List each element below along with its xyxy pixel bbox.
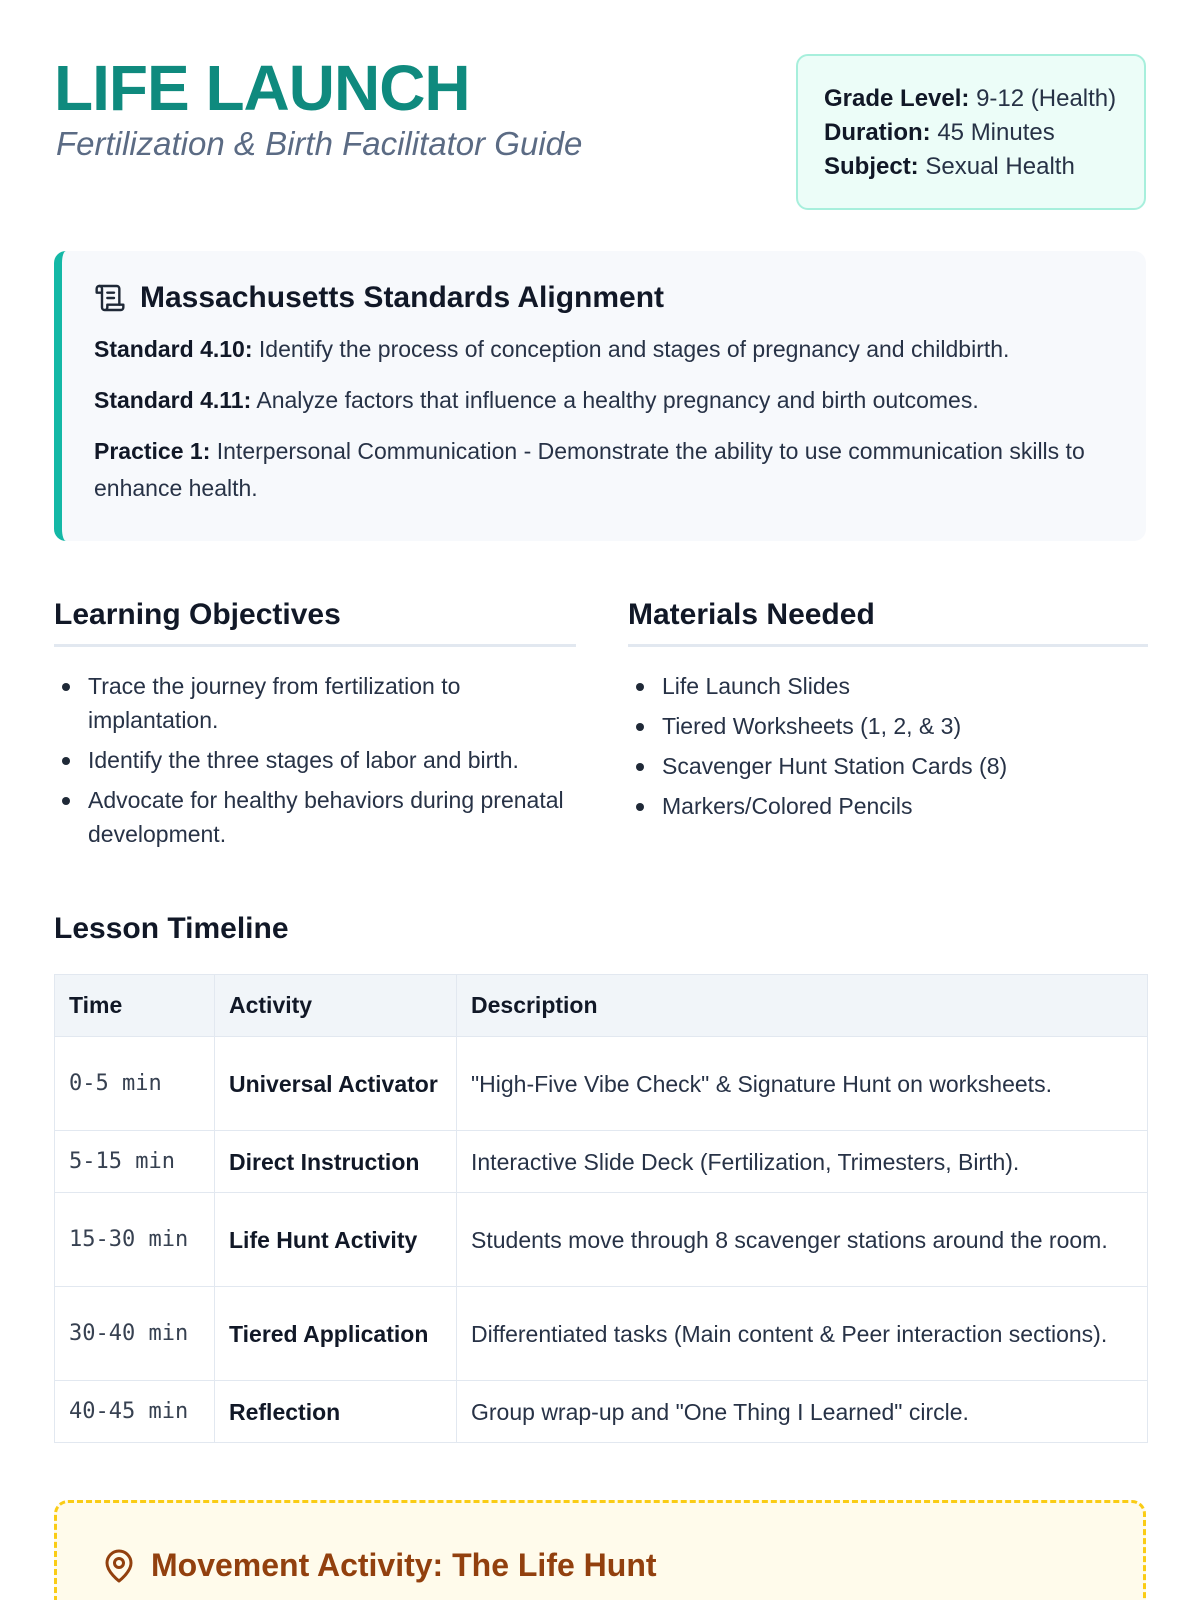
activity-cell: Reflection xyxy=(215,1381,457,1443)
movement-activity-box xyxy=(54,1500,1146,1600)
activity-cell: Life Hunt Activity xyxy=(215,1193,457,1287)
lesson-meta-box xyxy=(796,54,1146,210)
description-cell: Differentiated tasks (Main content & Peer interaction sections). xyxy=(457,1287,1148,1381)
table-row xyxy=(55,1193,1148,1287)
materials-heading: Materials Needed xyxy=(628,598,1148,647)
activity-cell: Direct Instruction xyxy=(215,1131,457,1193)
materials-list xyxy=(628,669,1148,823)
activity-cell: Universal Activator xyxy=(215,1037,457,1131)
time-cell: 40-45 min xyxy=(55,1381,215,1443)
learning-objectives-section xyxy=(54,598,576,857)
time-cell: 15-30 min xyxy=(55,1193,215,1287)
objectives-list xyxy=(54,669,576,851)
meta-label: Subject: xyxy=(824,153,919,180)
column-header-time: Time xyxy=(55,975,215,1037)
standard-item xyxy=(94,382,1116,419)
list-item: Identify the three stages of labor and birth. xyxy=(54,743,576,777)
meta-subject xyxy=(824,150,1118,184)
table-header-row xyxy=(55,975,1148,1037)
list-item: Scavenger Hunt Station Cards (8) xyxy=(628,749,1148,783)
header xyxy=(54,54,1146,214)
standard-item xyxy=(94,433,1116,507)
description-cell: Interactive Slide Deck (Fertilization, Trimesters, Birth). xyxy=(457,1131,1148,1193)
time-cell: 0-5 min xyxy=(55,1037,215,1131)
time-cell: 5-15 min xyxy=(55,1131,215,1193)
standard-label: Standard 4.11: xyxy=(94,387,252,413)
table-row xyxy=(55,1287,1148,1381)
map-pin-icon xyxy=(101,1548,137,1584)
standards-heading xyxy=(94,281,1116,315)
column-header-activity: Activity xyxy=(215,975,457,1037)
table-row xyxy=(55,1131,1148,1193)
standard-label: Standard 4.10: xyxy=(94,336,253,362)
meta-label: Duration: xyxy=(824,119,931,146)
meta-value: Sexual Health xyxy=(925,153,1075,180)
meta-grade-level xyxy=(824,82,1118,116)
objectives-heading: Learning Objectives xyxy=(54,598,576,647)
table-row xyxy=(55,1037,1148,1131)
list-item: Tiered Worksheets (1, 2, & 3) xyxy=(628,709,1148,743)
activity-cell: Tiered Application xyxy=(215,1287,457,1381)
standard-text: Identify the process of conception and stages of pregnancy and childbirth. xyxy=(258,336,1010,362)
list-item: Advocate for healthy behaviors during prenatal development. xyxy=(54,783,576,851)
materials-section xyxy=(628,598,1148,829)
page-subtitle: Fertilization & Birth Facilitator Guide xyxy=(56,125,583,162)
meta-value: 9-12 (Health) xyxy=(976,85,1117,112)
timeline-heading: Lesson Timeline xyxy=(54,912,289,945)
meta-value: 45 Minutes xyxy=(937,119,1055,146)
table-row xyxy=(55,1381,1148,1443)
description-cell: Group wrap-up and "One Thing I Learned" circle. xyxy=(457,1381,1148,1443)
list-item: Trace the journey from fertilization to implantation. xyxy=(54,669,576,737)
column-header-description: Description xyxy=(457,975,1148,1037)
standard-label: Practice 1: xyxy=(94,438,211,464)
list-item: Life Launch Slides xyxy=(628,669,1148,703)
list-item: Markers/Colored Pencils xyxy=(628,789,1148,823)
scroll-icon xyxy=(94,282,126,314)
standards-alignment-box xyxy=(54,251,1146,541)
standards-title: Massachusetts Standards Alignment xyxy=(140,281,665,314)
meta-label: Grade Level: xyxy=(824,85,970,112)
standard-text: Analyze factors that influence a healthy pregnancy and birth outcomes. xyxy=(256,387,979,413)
meta-duration xyxy=(824,116,1118,150)
page-title: LIFE LAUNCH xyxy=(54,52,470,124)
movement-title: Movement Activity: The Life Hunt xyxy=(151,1547,657,1583)
description-cell: Students move through 8 scavenger stations around the room. xyxy=(457,1193,1148,1287)
description-cell: "High-Five Vibe Check" & Signature Hunt on worksheets. xyxy=(457,1037,1148,1131)
movement-heading xyxy=(101,1547,1099,1584)
standard-item xyxy=(94,331,1116,368)
standard-text: Interpersonal Communication - Demonstrate the ability to use communication skills to enhance health. xyxy=(94,438,1085,501)
time-cell: 30-40 min xyxy=(55,1287,215,1381)
lesson-timeline-table xyxy=(54,974,1148,1443)
